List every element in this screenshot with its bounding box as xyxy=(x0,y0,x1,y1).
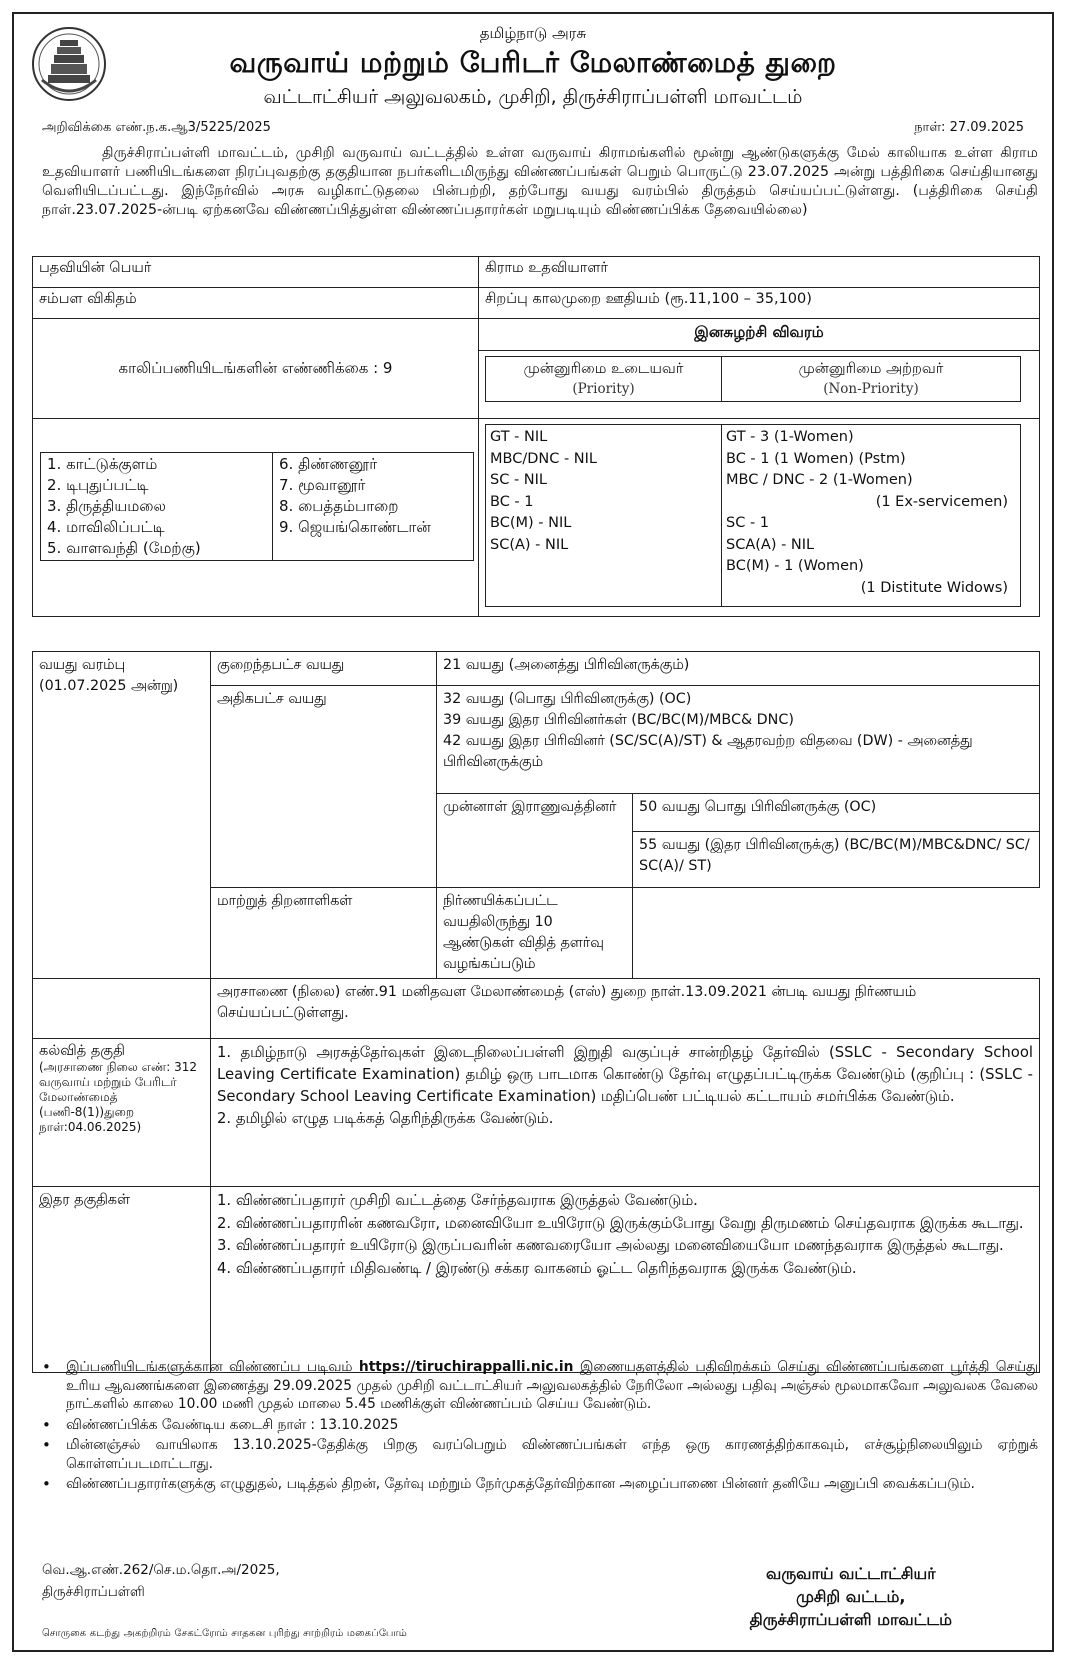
post-details-table xyxy=(32,256,1040,617)
disabled-value: நிர்ணயிக்கப்பட்ட வயதிலிருந்து 10 ஆண்டுகள் விதித் தளர்வு வழங்கப்படும் xyxy=(437,888,633,979)
max-age-values xyxy=(437,686,1040,794)
office-name: வட்டாட்சியர் அலுவலகம், முசிறி, திருச்சிராப்பள்ளி மாவட்டம் xyxy=(263,86,803,108)
village-item: 7. மூவானூர் xyxy=(279,476,366,494)
other-qualification-item: 4. விண்ணப்பதாரர் மிதிவண்டி / இரண்டு சக்கர வாகனம் ஓட்ட தெரிந்தவராக இருக்க வேண்டும். xyxy=(217,1259,857,1277)
village-item: 6. திண்ணனூர் xyxy=(279,455,378,473)
priority-quota-item: SC - NIL xyxy=(490,472,547,488)
other-qualification-item: 1. விண்ணப்பதாரர் முசிறி வட்டத்தை சேர்ந்தவராக இருத்தல் வேண்டும். xyxy=(217,1192,698,1209)
village-item: 4. மாவிலிப்பட்டி xyxy=(47,518,165,536)
reference-number: அறிவிக்கை எண்.ந.க.ஆ3/5225/2025 xyxy=(42,120,271,135)
max-age-line: 42 வயது இதர பிரிவினர் (SC/SC(A)/ST) & ஆதரவற்ற விதவை (DW) - அனைத்து பிரிவினருக்கும் xyxy=(443,733,973,770)
instruction-item: • விண்ணப்பிக்க வேண்டிய கடைசி நாள் : 13.10.2025 xyxy=(42,1415,399,1434)
pay-scale-value: சிறப்பு காலமுறை ஊதியம் (ரூ.11,100 – 35,100) xyxy=(479,288,1040,319)
other-qualification-item: 2. விண்ணப்பதாரரின் கணவரோ, மனைவியோ உயிரோடு இருக்கும்போது வேறு திருமணம் செய்தவராக இருக்க கூடாது. xyxy=(217,1214,1024,1232)
ex-servicemen-oc: 50 வயது பொது பிரிவினருக்கு (OC) xyxy=(633,794,1040,832)
bullet-icon: • xyxy=(42,1358,51,1376)
priority-quota-item: GT - NIL xyxy=(490,429,548,445)
reservation-table xyxy=(485,424,1021,607)
nonpriority-quota-item: BC - 1 (1 Women) (Pstm) xyxy=(726,450,906,467)
bullet-icon: • xyxy=(42,1436,51,1454)
age-limit-label: வயது வரம்பு (01.07.2025 அன்று) xyxy=(33,652,211,979)
instruction-item: • மின்னஞ்சல் வாயிலாக 13.10.2025-தேதிக்கு பிறகு வரப்பெறும் விண்ணப்பங்கள் எந்த ஒரு காரணத்திற்காகவும், எச்சூழ்நிலையிலும் ஏற்றுக் கொள்ளப்படமாட்டாது. xyxy=(42,1436,1038,1472)
priority-quota-item: BC - 1 xyxy=(490,493,534,510)
education-go-note: (அரசாணை நிலை எண்: 312 வருவாய் மற்றும் பேரிடர் மேலாண்மைத் (பணி-8(1))துறை நாள்:04.06.2025) xyxy=(39,1060,198,1134)
village-item: 9. ஜெயங்கொண்டான் xyxy=(279,518,431,536)
nonpriority-quota-item: MBC / DNC - 2 (1-Women) (1 Ex-servicemen) xyxy=(726,472,1008,510)
other-qualifications-label: இதர தகுதிகள் xyxy=(33,1187,211,1373)
ex-servicemen-label: முன்னாள் இராணுவத்தினர் xyxy=(437,794,633,888)
department-title: வருவாய் மற்றும் பேரிடர் மேலாண்மைத் துறை xyxy=(229,46,837,79)
bullet-icon: • xyxy=(42,1475,51,1493)
village-item: 2. டிபுதுப்பட்டி xyxy=(47,476,149,494)
village-list xyxy=(40,452,474,561)
govt-name: தமிழ்நாடு அரசு xyxy=(479,24,587,42)
post-name-label: பதவியின் பெயர் xyxy=(33,257,479,288)
instructions-list xyxy=(42,1358,1038,1496)
max-age-label: அதிகபட்ச வயது xyxy=(211,686,437,888)
footer-slogan: சொருகை கடற்து அகற்றிரம் சேகட்ரோம் சாதகன புரிற்து சாற்றிரம் மகைப்போம் xyxy=(42,1628,408,1639)
website-link[interactable]: https://tiruchirappalli.nic.in xyxy=(358,1359,574,1375)
education-label: கல்வித் தகுதி (அரசாணை நிலை எண்: 312 வருவாய் மற்றும் பேரிடர் மேலாண்மைத் (பணி-8(1))துறை நாள்:04.06.2025) xyxy=(33,1039,211,1187)
footer-ref: வெ.ஆ.எண்.262/செ.ம.தொ.அ/2025, xyxy=(42,1562,280,1578)
nonpriority-quota-item: SC - 1 xyxy=(726,515,770,531)
nonpriority-quota-item: GT - 3 (1-Women) xyxy=(726,429,854,445)
priority-quota-item: MBC/DNC - NIL xyxy=(490,450,598,467)
bullet-icon: • xyxy=(42,1415,51,1434)
village-item: 1. காட்டுக்குளம் xyxy=(47,455,158,473)
vacancy-count: காலிப்பணியிடங்களின் எண்ணிக்கை : 9 xyxy=(33,319,479,419)
nonpriority-quota-item: BC(M) - 1 (Women) (1 Distitute Widows) xyxy=(726,558,1008,596)
pay-scale-label: சம்பள விகிதம் xyxy=(33,288,479,319)
notice-date: நாள்: 27.09.2025 xyxy=(914,120,1024,135)
priority-header: முன்னுரிமை உடையவர் (Priority) xyxy=(486,357,722,402)
notice-page xyxy=(12,12,1054,1652)
min-age-value: 21 வயது (அனைத்து பிரிவினருக்கும்) xyxy=(437,652,1040,686)
priority-quota-item: BC(M) - NIL xyxy=(490,515,572,531)
village-item: 5. வாளவந்தி (மேற்கு) xyxy=(47,539,201,557)
intro-paragraph: திருச்சிராப்பள்ளி மாவட்டம், முசிறி வருவாய் வட்டத்தில் உள்ள வருவாய் கிராமங்களில் மூன்று ஆண்டுகளுக்கு மேல் காலியாக உள்ள கிராம உதவியாளர் பணியிடங்களை நிரப்புவதற்கு தகுதியான நபர்களிடமிருந்து விண்ணப்பங்கள் பெறும் பொருட்டு 23.07.2025 அன்று பத்திரிகை செய்தியானது வெளியிடப்பட்டது. இந்நேர்வில் அரசு வழிகாட்டுதலை பின்பற்றி, தற்போது வயது வரம்பில் திருத்தம் செய்யப்பட்டுள்ளது. (பத்திரிகை செய்தி நாள்.23.07.2025-ன்படி ஏற்கனவே விண்ணப்பித்துள்ள விண்ணப்பதாரர்கள் மறுபடியும் விண்ணப்பிக்க தேவையில்லை) xyxy=(42,145,1038,218)
instruction-item: • விண்ணப்பதாரர்களுக்கு எழுதுதல், படித்தல் திறன், தேர்வு மற்றும் நேர்முகத்தேர்விற்கான அழைப்பாணை பின்னர் தனியே அனுப்பி வைக்கப்படும். xyxy=(42,1475,975,1493)
eligibility-table xyxy=(32,651,1040,1373)
rotation-title: இனசுழற்சி விவரம் xyxy=(479,319,1039,351)
blank-cell xyxy=(33,979,211,1039)
max-age-line: 39 வயது இதர பிரிவினர்கள் (BC/BC(M)/MBC& DNC) xyxy=(443,712,794,728)
other-qualifications-items xyxy=(211,1187,1040,1373)
disabled-label: மாற்றுத் திறனாளிகள் xyxy=(211,888,437,979)
max-age-line: 32 வயது (பொது பிரிவினருக்கு) (OC) xyxy=(443,691,692,707)
priority-header-table xyxy=(485,356,1021,402)
nonpriority-quota-item: SCA(A) - NIL xyxy=(726,536,815,553)
footer-place: திருச்சிராப்பள்ளி xyxy=(42,1584,145,1600)
min-age-label: குறைந்தபட்ச வயது xyxy=(211,652,437,686)
instruction-item: • இப்பணியிடங்களுக்கான விண்ணப்ப படிவம் https://tiruchirappalli.nic.in இணையதளத்தில் பதிவிறக்கம் செய்து விண்ணப்பங்களை பூர்த்தி செய்து உரிய ஆவணங்களை இணைத்து 29.09.2025 முதல் முசிறி வட்டாட்சியர் அலுவலகத்தில் நேரிலோ அல்லது பதிவு அஞ்சல் மூலமாகவோ அலுவலக வேலை நாட்களில் காலை 10.00 மணி முதல் மாலை 5.45 மணிக்குள் விண்ணப்பம் செய்ய வேண்டும். xyxy=(42,1358,1038,1412)
education-item: 2. தமிழில் எழுத படிக்கத் தெரிந்திருக்க வேண்டும். xyxy=(217,1110,554,1127)
post-name-value: கிராம உதவியாளர் xyxy=(479,257,1040,288)
signature-block: வருவாய் வட்டாட்சியர் முசிறி வட்டம், திருச்சிராப்பள்ளி மாவட்டம் xyxy=(749,1564,952,1629)
ex-servicemen-other: 55 வயது (இதர பிரிவினருக்கு) (BC/BC(M)/MBC&DNC/ SC/ SC(A)/ ST) xyxy=(633,832,1040,888)
education-item: 1. தமிழ்நாடு அரசுத்தேர்வுகள் இடைநிலைப்பள்ளி இறுதி வகுப்புச் சான்றிதழ் தேர்வில் (SSLC - Secondary School Leaving Certificate Examination) தமிழ் ஒரு பாடமாக கொண்டு தேர்வு எழுதப்பட்டிருக்க வேண்டும் (குறிப்பு : (SSLC - Secondary School Leaving Certificate Examination) மதிப்பெண் பட்டியல் கட்டாயம் சமர்பிக்க வேண்டும். xyxy=(217,1044,1033,1105)
education-items xyxy=(211,1039,1040,1187)
nonpriority-header: முன்னுரிமை அற்றவர் (Non-Priority) xyxy=(722,357,1021,402)
village-item: 3. திருத்தியமலை xyxy=(47,497,166,515)
village-item: 8. பைத்தம்பாறை xyxy=(279,497,399,515)
priority-quota-item: SC(A) - NIL xyxy=(490,536,569,553)
other-qualification-item: 3. விண்ணப்பதாரர் உயிரோடு இருப்பவரின் கணவரையோ அல்லது மனைவியையோ மணந்தவராக இருத்தல் கூடாது. xyxy=(217,1237,1004,1254)
go-note: அரசாணை (நிலை) எண்.91 மனிதவள மேலாண்மைத் (எஸ்) துறை நாள்.13.09.2021 ன்படி வயது நிர்ணயம் செய்யப்பட்டுள்ளது. xyxy=(211,979,1040,1039)
